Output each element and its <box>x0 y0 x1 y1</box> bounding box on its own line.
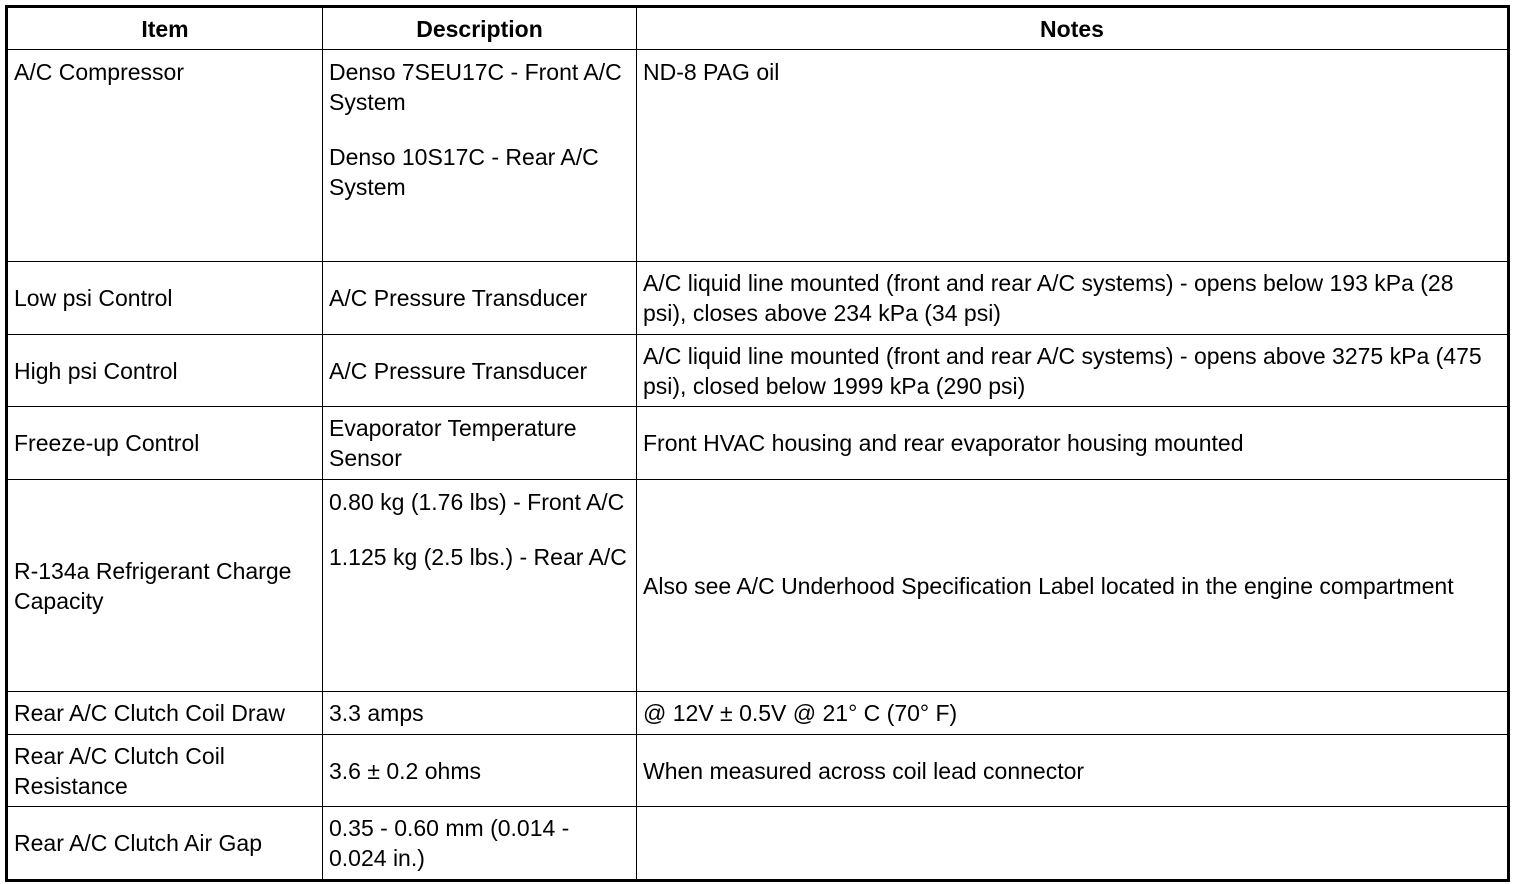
description-cell <box>323 407 637 480</box>
description-cell <box>323 480 637 692</box>
table-row <box>7 50 1509 262</box>
description-text: 1.125 kg (2.5 lbs.) - Rear A/C <box>329 544 627 570</box>
item-cell: Low psi Control <box>7 262 323 335</box>
notes-cell: Front HVAC housing and rear evaporator housing mounted <box>637 407 1509 480</box>
header-row <box>7 7 1509 50</box>
description-text: A/C Pressure Transducer <box>329 285 588 311</box>
item-cell: Rear A/C Clutch Air Gap <box>7 807 323 881</box>
column-header-notes: Notes <box>637 7 1509 50</box>
item-cell: High psi Control <box>7 335 323 407</box>
notes-cell <box>637 807 1509 881</box>
description-text: 0.35 - 0.60 mm (0.014 - 0.024 in.) <box>329 815 570 871</box>
notes-cell: A/C liquid line mounted (front and rear A/C systems) - opens above 3275 kPa (475 psi), closed below 1999 kPa (290 psi) <box>637 335 1509 407</box>
notes-cell: @ 12V ± 0.5V @ 21° C (70° F) <box>637 692 1509 735</box>
description-text: 0.80 kg (1.76 lbs) - Front A/C <box>329 489 625 515</box>
item-cell: Rear A/C Clutch Coil Draw <box>7 692 323 735</box>
notes-cell: ND-8 PAG oil <box>637 50 1509 262</box>
description-text: 3.3 amps <box>329 700 424 726</box>
table-row <box>7 480 1509 692</box>
description-text: A/C Pressure Transducer <box>329 357 588 384</box>
table-row <box>7 692 1509 735</box>
notes-cell: When measured across coil lead connector <box>637 735 1509 807</box>
item-cell: Freeze-up Control <box>7 407 323 480</box>
column-header-item: Item <box>7 7 323 50</box>
item-cell: A/C Compressor <box>7 50 323 262</box>
table-row <box>7 807 1509 881</box>
description-text: 3.6 ± 0.2 ohms <box>329 757 481 784</box>
notes-cell: Also see A/C Underhood Specification Label located in the engine compartment <box>637 480 1509 692</box>
description-cell <box>323 807 637 881</box>
column-header-description: Description <box>323 7 637 50</box>
description-cell <box>323 692 637 735</box>
description-cell <box>323 735 637 807</box>
description-cell <box>323 262 637 335</box>
table-row <box>7 735 1509 807</box>
table-row <box>7 407 1509 480</box>
description-text: Denso 7SEU17C - Front A/C System <box>329 59 622 115</box>
description-cell <box>323 50 637 262</box>
item-cell: Rear A/C Clutch Coil Resistance <box>7 735 323 807</box>
table-row <box>7 335 1509 407</box>
description-cell <box>323 335 637 407</box>
notes-cell: A/C liquid line mounted (front and rear A/C systems) - opens below 193 kPa (28 psi), closes above 234 kPa (34 psi) <box>637 262 1509 335</box>
table-row <box>7 262 1509 335</box>
description-text: Evaporator Temperature Sensor <box>329 415 577 471</box>
description-text: Denso 10S17C - Rear A/C System <box>329 144 599 200</box>
spec-table <box>5 5 1510 882</box>
item-cell: R-134a Refrigerant Charge Capacity <box>7 480 323 692</box>
